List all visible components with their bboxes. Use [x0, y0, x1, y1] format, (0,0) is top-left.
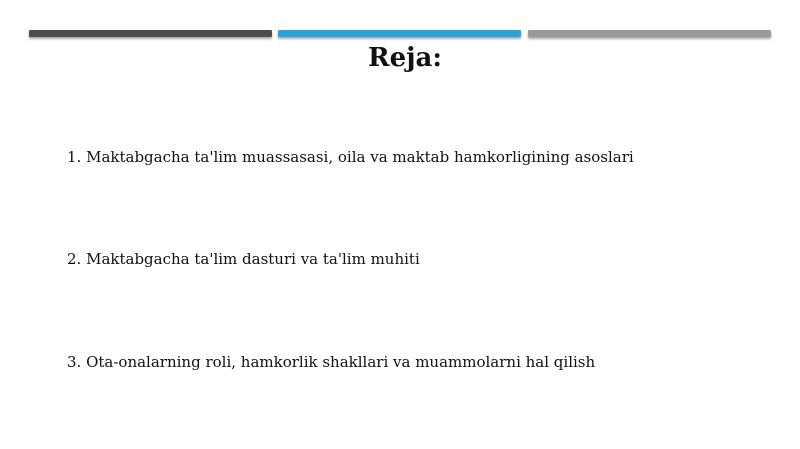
plan-item-1: 1. Maktabgacha ta'lim muassasasi, oila va maktab hamkorligining asoslari [67, 148, 634, 166]
header-accent-bar-gray [528, 30, 771, 37]
header-accent-bar-dark [29, 30, 272, 37]
header-accent-bar-blue [278, 30, 521, 37]
plan-item-2: 2. Maktabgacha ta'lim dasturi va ta'lim muhiti [67, 250, 420, 268]
plan-item-3: 3. Ota-onalarning roli, hamkorlik shakllari va muammolarni hal qilish [67, 353, 596, 371]
slide-title: Reja: [367, 43, 442, 73]
